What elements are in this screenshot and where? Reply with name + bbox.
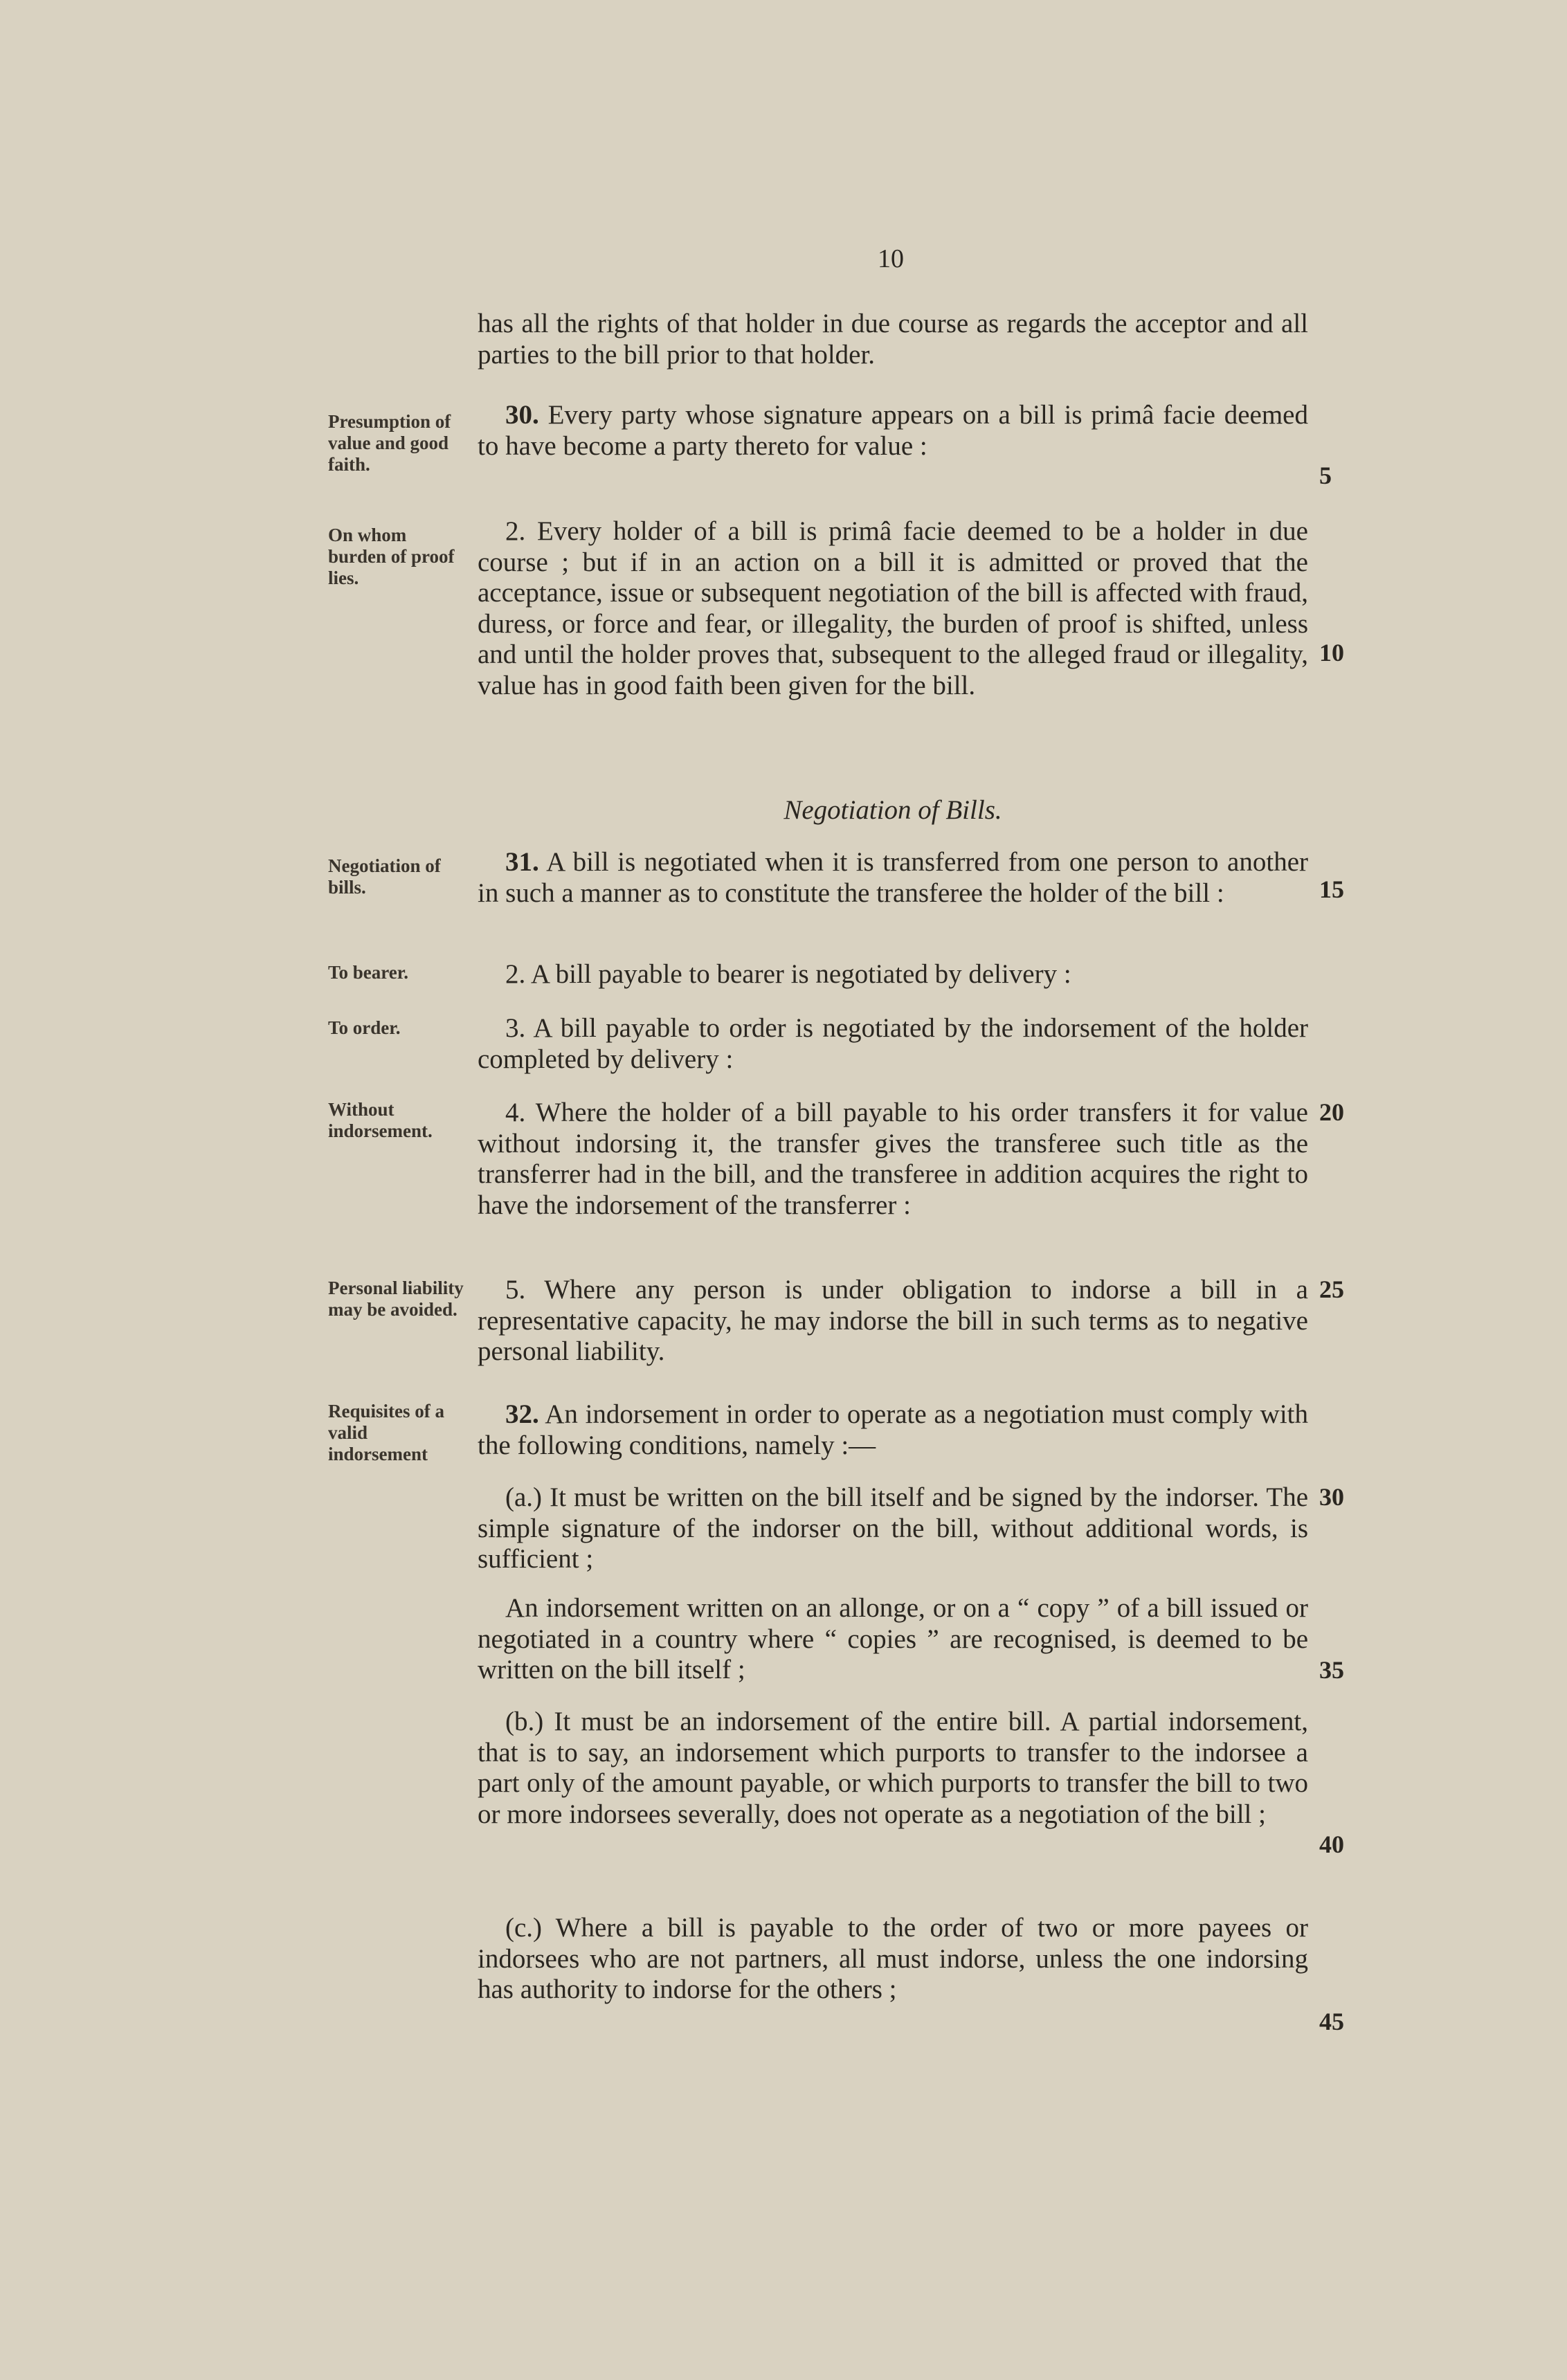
line-number: 20 bbox=[1319, 1098, 1344, 1126]
line-number: 10 bbox=[1319, 639, 1344, 666]
section-32-sub-c: (c.) Where a bill is payable to the order of two or more payees or indorsees who are not partners, all must indorse, unless the one indorsing has authority to indorse for the others ; bbox=[478, 1913, 1308, 2004]
line-number: 35 bbox=[1319, 1656, 1344, 1684]
paragraph-continuation: has all the rights of that holder in due course as regards the acceptor and all parties to the bill prior to that holder. bbox=[478, 309, 1308, 370]
section-heading: Negotiation of Bills. bbox=[784, 795, 1002, 825]
section-30-sub-2: 2. Every holder of a bill is primâ facie deemed to be a holder in due course ; but if in an action on a bill it is admitted or proved that the acceptance, issue or subsequent negotiation of the bill is affected with fraud, duress, or force and fear, or illegality, the burden of proof is shifted, unless and until the holder proves that, subsequent to the alleged fraud or illegality, value has in good faith been given for the bill. bbox=[478, 516, 1308, 700]
section-32-allonge: An indorsement written on an allonge, or on a “ copy ” of a bill issued or negotiated in a country where “ copies ” are recognised, is deemed to be written on the bill itself ; bbox=[478, 1593, 1308, 1684]
side-note: Negotiation of bills. bbox=[328, 855, 441, 898]
side-note: Personal liability may be avoided. bbox=[328, 1278, 464, 1320]
side-note: To bearer. bbox=[328, 962, 409, 983]
section-31: 31. A bill is negotiated when it is transferred from one person to another in such a manner as to constitute the transferee the holder of the bill : bbox=[478, 847, 1308, 908]
page-number: 10 bbox=[878, 244, 904, 273]
section-32-sub-b: (b.) It must be an indorsement of the entire bill. A partial indorsement, that is to say, an indorsement which purports to transfer to the indorsee a part only of the amount payable, or which purports to transfer the bill to two or more indorsees severally, does not operate as a negotiation of the bill ; bbox=[478, 1707, 1308, 1829]
side-note: To order. bbox=[328, 1017, 401, 1038]
line-number: 45 bbox=[1319, 2008, 1344, 2035]
side-note: Presumption of value and good faith. bbox=[328, 411, 451, 475]
line-number: 30 bbox=[1319, 1483, 1344, 1511]
side-note: On whom burden of proof lies. bbox=[328, 525, 455, 588]
line-number: 40 bbox=[1319, 1831, 1344, 1858]
section-31-sub-2: 2. A bill payable to bearer is negotiated by delivery : bbox=[505, 959, 1071, 989]
section-32-sub-a: (a.) It must be written on the bill itself and be signed by the indorser. The simple signature of the indorser on the bill, without additional words, is sufficient ; bbox=[478, 1482, 1308, 1574]
section-32: 32. An indorsement in order to operate as a negotiation must comply with the following conditions, namely :— bbox=[478, 1399, 1308, 1460]
side-note: Without indorsement. bbox=[328, 1099, 433, 1141]
line-number: 5 bbox=[1319, 462, 1332, 489]
side-note: Requisites of a valid indorsement bbox=[328, 1401, 444, 1464]
line-number: 15 bbox=[1319, 875, 1344, 903]
section-30: 30. Every party whose signature appears on a bill is primâ facie deemed to have become a party thereto for value : bbox=[478, 400, 1308, 461]
line-number: 25 bbox=[1319, 1275, 1344, 1303]
section-31-sub-4: 4. Where the holder of a bill payable to his order transfers it for value without indorsing it, the transfer gives the transferee such title as the transferrer had in the bill, and the transferee in addition acquires the right to have the indorsement of the transferrer : bbox=[478, 1098, 1308, 1220]
section-31-sub-3: 3. A bill payable to order is negotiated by the indorsement of the holder completed by delivery : bbox=[478, 1013, 1308, 1074]
section-31-sub-5: 5. Where any person is under obligation to indorse a bill in a representative capacity, he may indorse the bill in such terms as to negative personal liability. bbox=[478, 1275, 1308, 1366]
